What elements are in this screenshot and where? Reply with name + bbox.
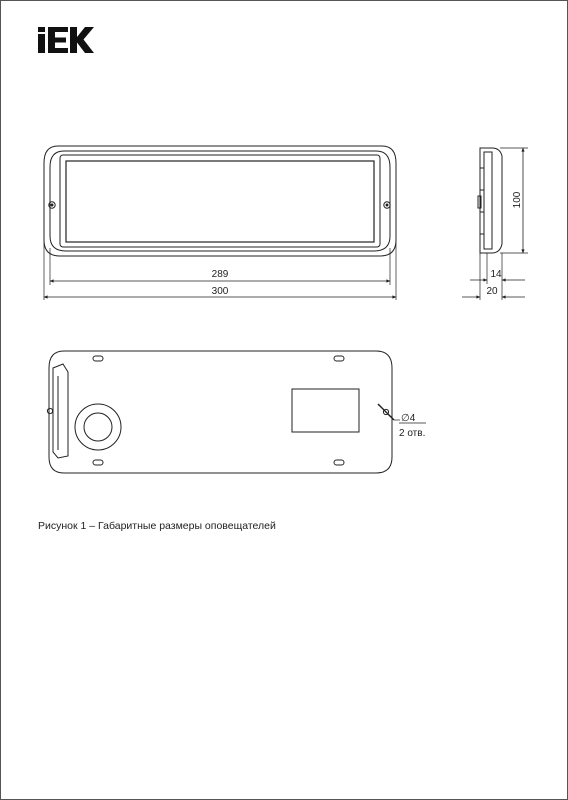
dim-300: 300	[211, 286, 229, 297]
dim-289: 289	[211, 269, 229, 280]
dim-20: 20	[486, 286, 498, 297]
hole-diameter-label: ∅4	[401, 413, 416, 424]
dim-100: 100	[512, 191, 523, 209]
dim-14: 14	[490, 269, 502, 280]
hole-count-label: 2 отв.	[399, 428, 426, 439]
rear-view	[47, 351, 426, 473]
figure-caption: Рисунок 1 – Габаритные размеры оповещателей	[38, 520, 276, 532]
